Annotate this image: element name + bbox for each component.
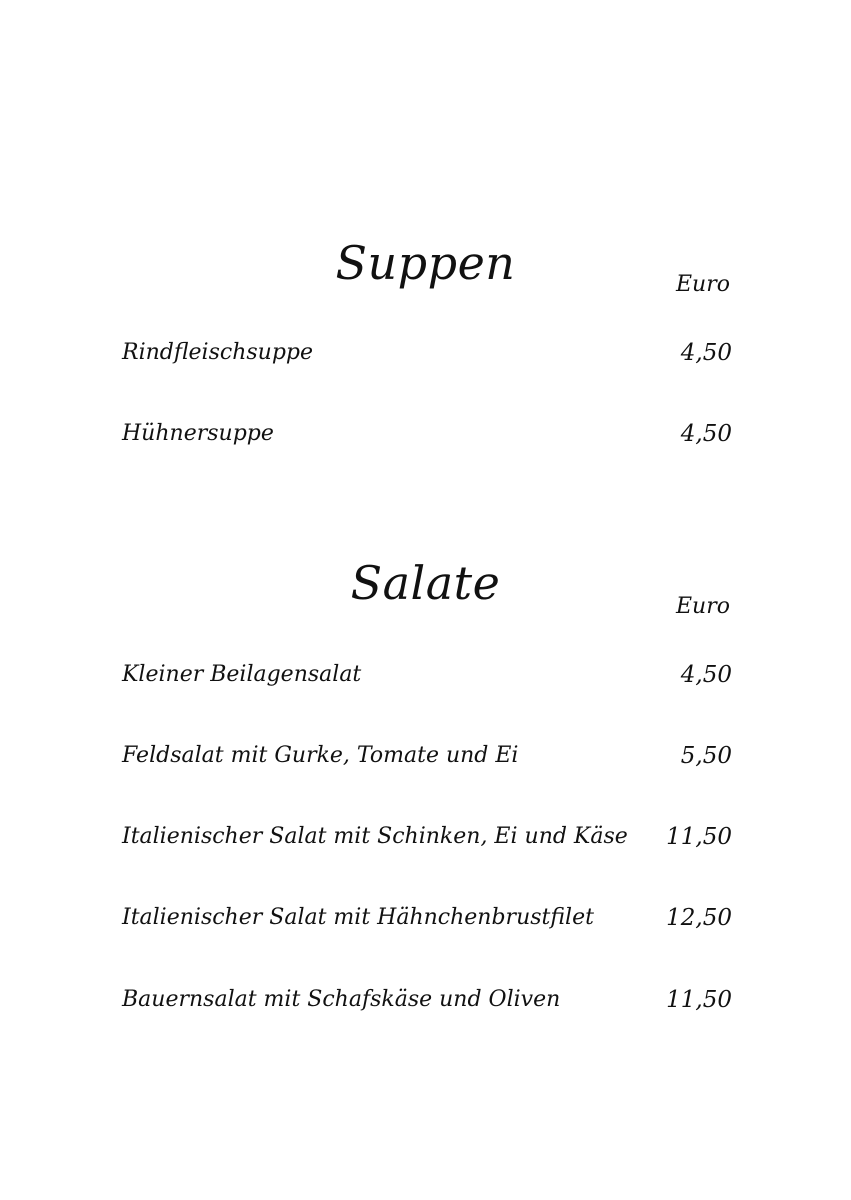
list-item bbox=[122, 987, 732, 1023]
list-item bbox=[122, 340, 732, 376]
item-price: 11,50 bbox=[666, 824, 732, 850]
item-price: 4,50 bbox=[680, 421, 732, 447]
item-price: 5,50 bbox=[680, 743, 732, 769]
list-item bbox=[122, 824, 732, 860]
item-price: 4,50 bbox=[680, 340, 732, 366]
list-item bbox=[122, 421, 732, 457]
item-name: Hühnersuppe bbox=[122, 421, 274, 446]
item-name: Rindfleischsuppe bbox=[122, 340, 314, 365]
section-title-salate: Salate bbox=[350, 556, 501, 610]
item-name: Italienischer Salat mit Hähnchenbrustfilet bbox=[122, 905, 594, 930]
item-price: 11,50 bbox=[666, 987, 732, 1013]
currency-label-suppen: Euro bbox=[676, 272, 730, 297]
item-name: Kleiner Beilagensalat bbox=[122, 662, 362, 687]
item-price: 4,50 bbox=[680, 662, 732, 688]
section-title-suppen: Suppen bbox=[335, 236, 516, 290]
list-item bbox=[122, 743, 732, 779]
list-item bbox=[122, 662, 732, 698]
item-name: Italienischer Salat mit Schinken, Ei und Käse bbox=[122, 824, 628, 849]
item-price: 12,50 bbox=[666, 905, 732, 931]
item-name: Bauernsalat mit Schafskäse und Oliven bbox=[122, 987, 561, 1012]
list-item bbox=[122, 905, 732, 941]
item-name: Feldsalat mit Gurke, Tomate und Ei bbox=[122, 743, 519, 768]
currency-label-salate: Euro bbox=[676, 594, 730, 619]
